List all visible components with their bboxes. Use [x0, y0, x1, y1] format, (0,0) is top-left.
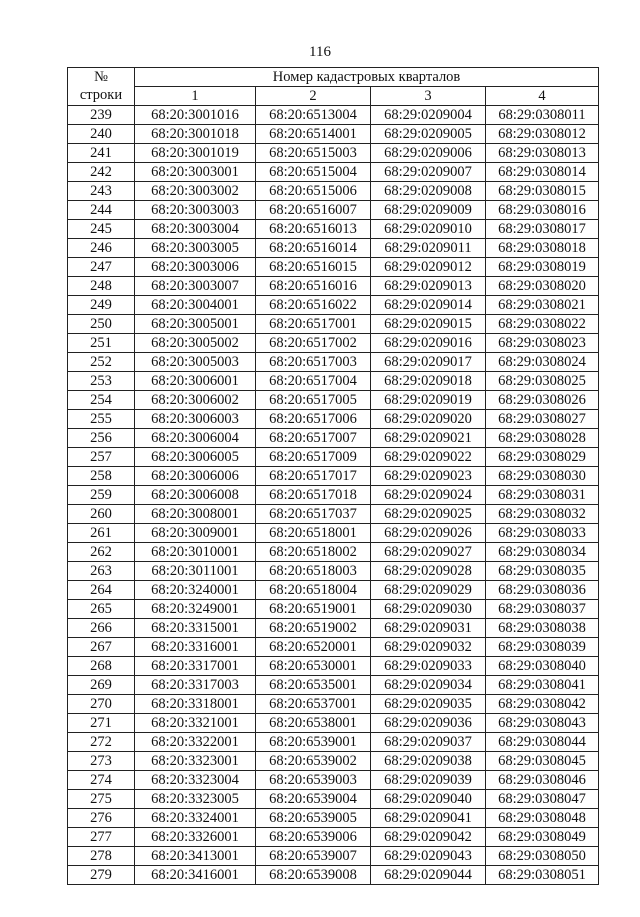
cadastral-number-cell: 68:20:6539002 — [256, 752, 371, 771]
table-row — [68, 809, 599, 828]
cadastral-number-cell: 68:29:0308027 — [486, 410, 599, 429]
cadastral-number-cell: 68:29:0209031 — [371, 619, 486, 638]
cadastral-number-cell: 68:29:0209021 — [371, 429, 486, 448]
row-number-cell: 252 — [68, 353, 135, 372]
cadastral-number-cell: 68:29:0209036 — [371, 714, 486, 733]
cadastral-number-cell: 68:29:0209020 — [371, 410, 486, 429]
table-row — [68, 163, 599, 182]
header-row-2 — [68, 87, 599, 106]
row-number-cell: 245 — [68, 220, 135, 239]
cadastral-number-cell: 68:20:6517007 — [256, 429, 371, 448]
row-number-cell: 272 — [68, 733, 135, 752]
cadastral-number-cell: 68:20:3317001 — [135, 657, 256, 676]
cadastral-number-cell: 68:29:0209028 — [371, 562, 486, 581]
cadastral-number-cell: 68:29:0209005 — [371, 125, 486, 144]
table-row — [68, 391, 599, 410]
cadastral-number-cell: 68:29:0308018 — [486, 239, 599, 258]
table-row — [68, 543, 599, 562]
cadastral-number-cell: 68:29:0308036 — [486, 581, 599, 600]
cadastral-number-cell: 68:29:0209040 — [371, 790, 486, 809]
cadastral-number-cell: 68:29:0308039 — [486, 638, 599, 657]
cadastral-number-cell: 68:29:0308025 — [486, 372, 599, 391]
row-number-cell: 277 — [68, 828, 135, 847]
cadastral-quarters-table — [67, 67, 599, 885]
row-number-cell: 262 — [68, 543, 135, 562]
cadastral-number-cell: 68:20:6519001 — [256, 600, 371, 619]
cadastral-number-cell: 68:29:0209004 — [371, 106, 486, 125]
cadastral-number-cell: 68:20:6518001 — [256, 524, 371, 543]
cadastral-number-cell: 68:20:3003003 — [135, 201, 256, 220]
cadastral-number-cell: 68:29:0308012 — [486, 125, 599, 144]
cadastral-number-cell: 68:20:3001019 — [135, 144, 256, 163]
cadastral-number-cell: 68:29:0209006 — [371, 144, 486, 163]
cadastral-number-cell: 68:29:0209038 — [371, 752, 486, 771]
cadastral-number-cell: 68:20:6539004 — [256, 790, 371, 809]
cadastral-number-cell: 68:29:0308038 — [486, 619, 599, 638]
table-row — [68, 771, 599, 790]
cadastral-number-cell: 68:29:0308033 — [486, 524, 599, 543]
row-number-cell: 257 — [68, 448, 135, 467]
cadastral-number-cell: 68:29:0209018 — [371, 372, 486, 391]
cadastral-number-cell: 68:20:3005003 — [135, 353, 256, 372]
cadastral-number-cell: 68:20:3003007 — [135, 277, 256, 296]
cadastral-number-cell: 68:29:0209034 — [371, 676, 486, 695]
cadastral-number-cell: 68:20:3416001 — [135, 866, 256, 885]
cadastral-number-cell: 68:29:0308020 — [486, 277, 599, 296]
table-row — [68, 486, 599, 505]
cadastral-number-cell: 68:20:3003004 — [135, 220, 256, 239]
table-row — [68, 201, 599, 220]
page-number: 116 — [309, 44, 331, 60]
table-row — [68, 429, 599, 448]
cadastral-number-cell: 68:29:0308026 — [486, 391, 599, 410]
table-row — [68, 562, 599, 581]
row-number-cell: 246 — [68, 239, 135, 258]
cadastral-number-cell: 68:29:0308029 — [486, 448, 599, 467]
cadastral-number-cell: 68:20:6516013 — [256, 220, 371, 239]
cadastral-number-cell: 68:20:3006004 — [135, 429, 256, 448]
table-row — [68, 106, 599, 125]
cadastral-number-cell: 68:29:0308050 — [486, 847, 599, 866]
cadastral-number-cell: 68:20:3249001 — [135, 600, 256, 619]
cadastral-number-cell: 68:20:6515004 — [256, 163, 371, 182]
cadastral-number-cell: 68:29:0308024 — [486, 353, 599, 372]
cadastral-number-cell: 68:20:6517002 — [256, 334, 371, 353]
cadastral-number-cell: 68:20:6516015 — [256, 258, 371, 277]
cadastral-number-cell: 68:20:3003001 — [135, 163, 256, 182]
column-number-3: 3 — [371, 87, 486, 106]
cadastral-number-cell: 68:29:0209026 — [371, 524, 486, 543]
row-number-cell: 248 — [68, 277, 135, 296]
cadastral-number-cell: 68:29:0209022 — [371, 448, 486, 467]
table-row — [68, 828, 599, 847]
cadastral-number-cell: 68:20:6517018 — [256, 486, 371, 505]
row-number-cell: 261 — [68, 524, 135, 543]
table-row — [68, 657, 599, 676]
row-number-cell: 273 — [68, 752, 135, 771]
cadastral-number-cell: 68:29:0308047 — [486, 790, 599, 809]
cadastral-number-cell: 68:20:6516022 — [256, 296, 371, 315]
row-number-cell: 243 — [68, 182, 135, 201]
cadastral-number-cell: 68:29:0308034 — [486, 543, 599, 562]
table-row — [68, 524, 599, 543]
table-row — [68, 372, 599, 391]
cadastral-number-cell: 68:20:3322001 — [135, 733, 256, 752]
cadastral-number-cell: 68:29:0209009 — [371, 201, 486, 220]
cadastral-number-cell: 68:20:6538001 — [256, 714, 371, 733]
table-row — [68, 505, 599, 524]
row-number-cell: 276 — [68, 809, 135, 828]
header-row-1 — [68, 68, 599, 87]
table-body — [68, 68, 599, 885]
table-row — [68, 752, 599, 771]
row-number-cell: 268 — [68, 657, 135, 676]
cadastral-number-cell: 68:29:0209023 — [371, 467, 486, 486]
table-row — [68, 638, 599, 657]
cadastral-number-cell: 68:20:6518004 — [256, 581, 371, 600]
cadastral-number-cell: 68:20:6517017 — [256, 467, 371, 486]
cadastral-number-cell: 68:29:0308019 — [486, 258, 599, 277]
cadastral-number-cell: 68:20:3321001 — [135, 714, 256, 733]
cadastral-number-cell: 68:29:0209019 — [371, 391, 486, 410]
cadastral-number-cell: 68:29:0209030 — [371, 600, 486, 619]
cadastral-number-cell: 68:20:6513004 — [256, 106, 371, 125]
table-row — [68, 619, 599, 638]
table-row — [68, 353, 599, 372]
cadastral-number-cell: 68:20:6539006 — [256, 828, 371, 847]
cadastral-number-cell: 68:20:6539001 — [256, 733, 371, 752]
cadastral-number-cell: 68:20:3011001 — [135, 562, 256, 581]
cadastral-number-cell: 68:29:0308042 — [486, 695, 599, 714]
row-number-cell: 240 — [68, 125, 135, 144]
cadastral-number-cell: 68:29:0308013 — [486, 144, 599, 163]
cadastral-number-cell: 68:29:0308014 — [486, 163, 599, 182]
cadastral-number-cell: 68:29:0308040 — [486, 657, 599, 676]
cadastral-number-cell: 68:20:3003005 — [135, 239, 256, 258]
cadastral-number-cell: 68:20:3006001 — [135, 372, 256, 391]
cadastral-number-cell: 68:20:3005001 — [135, 315, 256, 334]
table-row — [68, 847, 599, 866]
cadastral-number-cell: 68:20:3009001 — [135, 524, 256, 543]
row-number-cell: 256 — [68, 429, 135, 448]
row-number-cell: 244 — [68, 201, 135, 220]
cadastral-number-cell: 68:29:0308046 — [486, 771, 599, 790]
row-number-header-word: строки — [68, 87, 135, 106]
table-row — [68, 467, 599, 486]
table-row — [68, 258, 599, 277]
cadastral-number-cell: 68:20:6537001 — [256, 695, 371, 714]
table-row — [68, 600, 599, 619]
cadastral-number-cell: 68:20:6517001 — [256, 315, 371, 334]
row-number-cell: 278 — [68, 847, 135, 866]
cadastral-number-cell: 68:20:6539005 — [256, 809, 371, 828]
cadastral-number-cell: 68:29:0209016 — [371, 334, 486, 353]
cadastral-number-cell: 68:20:6515003 — [256, 144, 371, 163]
cadastral-number-cell: 68:29:0209029 — [371, 581, 486, 600]
cadastral-number-cell: 68:29:0209032 — [371, 638, 486, 657]
cadastral-number-cell: 68:29:0209014 — [371, 296, 486, 315]
table-row — [68, 448, 599, 467]
row-number-cell: 239 — [68, 106, 135, 125]
cadastral-number-cell: 68:29:0209024 — [371, 486, 486, 505]
cadastral-number-cell: 68:29:0209015 — [371, 315, 486, 334]
cadastral-number-cell: 68:20:3001016 — [135, 106, 256, 125]
cadastral-number-cell: 68:20:3006003 — [135, 410, 256, 429]
row-number-cell: 275 — [68, 790, 135, 809]
cadastral-number-cell: 68:29:0209041 — [371, 809, 486, 828]
row-number-cell: 265 — [68, 600, 135, 619]
cadastral-number-cell: 68:29:0209017 — [371, 353, 486, 372]
row-number-cell: 241 — [68, 144, 135, 163]
row-number-cell: 267 — [68, 638, 135, 657]
cadastral-number-cell: 68:20:3005002 — [135, 334, 256, 353]
table-row — [68, 695, 599, 714]
cadastral-number-cell: 68:29:0209025 — [371, 505, 486, 524]
cadastral-number-cell: 68:29:0308031 — [486, 486, 599, 505]
cadastral-number-cell: 68:20:6516007 — [256, 201, 371, 220]
cadastral-number-cell: 68:20:6517003 — [256, 353, 371, 372]
column-number-1: 1 — [135, 87, 256, 106]
table-row — [68, 125, 599, 144]
row-number-cell: 253 — [68, 372, 135, 391]
table-row — [68, 239, 599, 258]
table-row — [68, 334, 599, 353]
cadastral-number-cell: 68:29:0209011 — [371, 239, 486, 258]
cadastral-number-cell: 68:20:3413001 — [135, 847, 256, 866]
cadastral-number-cell: 68:20:3315001 — [135, 619, 256, 638]
row-number-cell: 250 — [68, 315, 135, 334]
row-number-cell: 258 — [68, 467, 135, 486]
cadastral-number-cell: 68:20:6514001 — [256, 125, 371, 144]
cadastral-number-cell: 68:29:0308030 — [486, 467, 599, 486]
column-number-2: 2 — [256, 87, 371, 106]
cadastral-number-cell: 68:29:0308016 — [486, 201, 599, 220]
cadastral-number-cell: 68:20:6516014 — [256, 239, 371, 258]
table-row — [68, 410, 599, 429]
cadastral-number-cell: 68:29:0308051 — [486, 866, 599, 885]
cadastral-number-cell: 68:29:0209035 — [371, 695, 486, 714]
cadastral-number-cell: 68:29:0209010 — [371, 220, 486, 239]
row-number-cell: 254 — [68, 391, 135, 410]
table-row — [68, 866, 599, 885]
cadastral-number-cell: 68:20:6515006 — [256, 182, 371, 201]
cadastral-number-cell: 68:20:6520001 — [256, 638, 371, 657]
cadastral-number-cell: 68:29:0209012 — [371, 258, 486, 277]
cadastral-number-cell: 68:29:0209027 — [371, 543, 486, 562]
cadastral-number-cell: 68:20:6518003 — [256, 562, 371, 581]
cadastral-number-cell: 68:29:0308022 — [486, 315, 599, 334]
cadastral-number-cell: 68:20:3240001 — [135, 581, 256, 600]
row-number-cell: 264 — [68, 581, 135, 600]
cadastral-number-cell: 68:20:6535001 — [256, 676, 371, 695]
row-number-cell: 274 — [68, 771, 135, 790]
cadastral-number-cell: 68:29:0209007 — [371, 163, 486, 182]
table-row — [68, 277, 599, 296]
row-number-cell: 255 — [68, 410, 135, 429]
cadastral-number-cell: 68:20:3323004 — [135, 771, 256, 790]
cadastral-number-cell: 68:29:0308044 — [486, 733, 599, 752]
row-number-cell: 270 — [68, 695, 135, 714]
cadastral-number-cell: 68:29:0308028 — [486, 429, 599, 448]
cadastral-number-cell: 68:29:0308049 — [486, 828, 599, 847]
cadastral-number-cell: 68:29:0209042 — [371, 828, 486, 847]
cadastral-number-cell: 68:20:6530001 — [256, 657, 371, 676]
cadastral-number-cell: 68:29:0308045 — [486, 752, 599, 771]
cadastral-number-cell: 68:29:0209013 — [371, 277, 486, 296]
cadastral-number-cell: 68:20:3006002 — [135, 391, 256, 410]
cadastral-number-cell: 68:20:3006005 — [135, 448, 256, 467]
cadastral-number-cell: 68:29:0308017 — [486, 220, 599, 239]
cadastral-number-cell: 68:20:3326001 — [135, 828, 256, 847]
cadastral-number-cell: 68:20:3316001 — [135, 638, 256, 657]
cadastral-number-cell: 68:20:3001018 — [135, 125, 256, 144]
cadastral-number-cell: 68:29:0308021 — [486, 296, 599, 315]
cadastral-number-cell: 68:29:0308043 — [486, 714, 599, 733]
row-number-cell: 260 — [68, 505, 135, 524]
cadastral-number-cell: 68:20:3003006 — [135, 258, 256, 277]
table-row — [68, 581, 599, 600]
cadastral-number-cell: 68:29:0308015 — [486, 182, 599, 201]
cadastral-number-cell: 68:20:6517004 — [256, 372, 371, 391]
cadastral-number-cell: 68:29:0308048 — [486, 809, 599, 828]
cadastral-number-cell: 68:20:3010001 — [135, 543, 256, 562]
table-row — [68, 296, 599, 315]
cadastral-number-cell: 68:20:3323001 — [135, 752, 256, 771]
cadastral-number-cell: 68:20:3318001 — [135, 695, 256, 714]
cadastral-number-cell: 68:20:3003002 — [135, 182, 256, 201]
cadastral-number-cell: 68:20:3008001 — [135, 505, 256, 524]
row-number-cell: 242 — [68, 163, 135, 182]
cadastral-number-cell: 68:29:0308041 — [486, 676, 599, 695]
cadastral-number-cell: 68:29:0308037 — [486, 600, 599, 619]
table-row — [68, 220, 599, 239]
cadastral-number-cell: 68:20:6518002 — [256, 543, 371, 562]
row-number-cell: 249 — [68, 296, 135, 315]
cadastral-number-cell: 68:20:6539008 — [256, 866, 371, 885]
table-row — [68, 315, 599, 334]
cadastral-number-cell: 68:29:0209039 — [371, 771, 486, 790]
column-number-4: 4 — [486, 87, 599, 106]
cadastral-number-cell: 68:29:0209008 — [371, 182, 486, 201]
row-number-cell: 269 — [68, 676, 135, 695]
row-number-cell: 279 — [68, 866, 135, 885]
row-number-cell: 266 — [68, 619, 135, 638]
row-number-cell: 263 — [68, 562, 135, 581]
cadastral-number-cell: 68:20:3006006 — [135, 467, 256, 486]
row-number-cell: 247 — [68, 258, 135, 277]
cadastral-number-cell: 68:29:0308032 — [486, 505, 599, 524]
cadastral-number-cell: 68:20:3004001 — [135, 296, 256, 315]
cadastral-number-cell: 68:20:6517009 — [256, 448, 371, 467]
cadastral-number-cell: 68:20:6517037 — [256, 505, 371, 524]
cadastral-number-cell: 68:29:0209037 — [371, 733, 486, 752]
table-row — [68, 714, 599, 733]
cadastral-number-cell: 68:29:0209044 — [371, 866, 486, 885]
table-row — [68, 182, 599, 201]
group-header-title: Номер кадастровых кварталов — [135, 68, 599, 87]
cadastral-number-cell: 68:20:6519002 — [256, 619, 371, 638]
cadastral-number-cell: 68:20:6539003 — [256, 771, 371, 790]
cadastral-number-cell: 68:20:6517005 — [256, 391, 371, 410]
cadastral-number-cell: 68:20:6539007 — [256, 847, 371, 866]
cadastral-number-cell: 68:20:3006008 — [135, 486, 256, 505]
row-number-cell: 271 — [68, 714, 135, 733]
table-row — [68, 790, 599, 809]
cadastral-number-cell: 68:20:3324001 — [135, 809, 256, 828]
table-row — [68, 144, 599, 163]
cadastral-number-cell: 68:29:0209043 — [371, 847, 486, 866]
row-number-cell: 259 — [68, 486, 135, 505]
row-number-cell: 251 — [68, 334, 135, 353]
cadastral-number-cell: 68:20:6517006 — [256, 410, 371, 429]
table-row — [68, 733, 599, 752]
cadastral-number-cell: 68:20:6516016 — [256, 277, 371, 296]
cadastral-number-cell: 68:29:0308023 — [486, 334, 599, 353]
cadastral-number-cell: 68:20:3317003 — [135, 676, 256, 695]
cadastral-number-cell: 68:20:3323005 — [135, 790, 256, 809]
cadastral-number-cell: 68:29:0209033 — [371, 657, 486, 676]
cadastral-number-cell: 68:29:0308035 — [486, 562, 599, 581]
table-row — [68, 676, 599, 695]
cadastral-number-cell: 68:29:0308011 — [486, 106, 599, 125]
row-number-header-symbol: № — [68, 68, 135, 87]
